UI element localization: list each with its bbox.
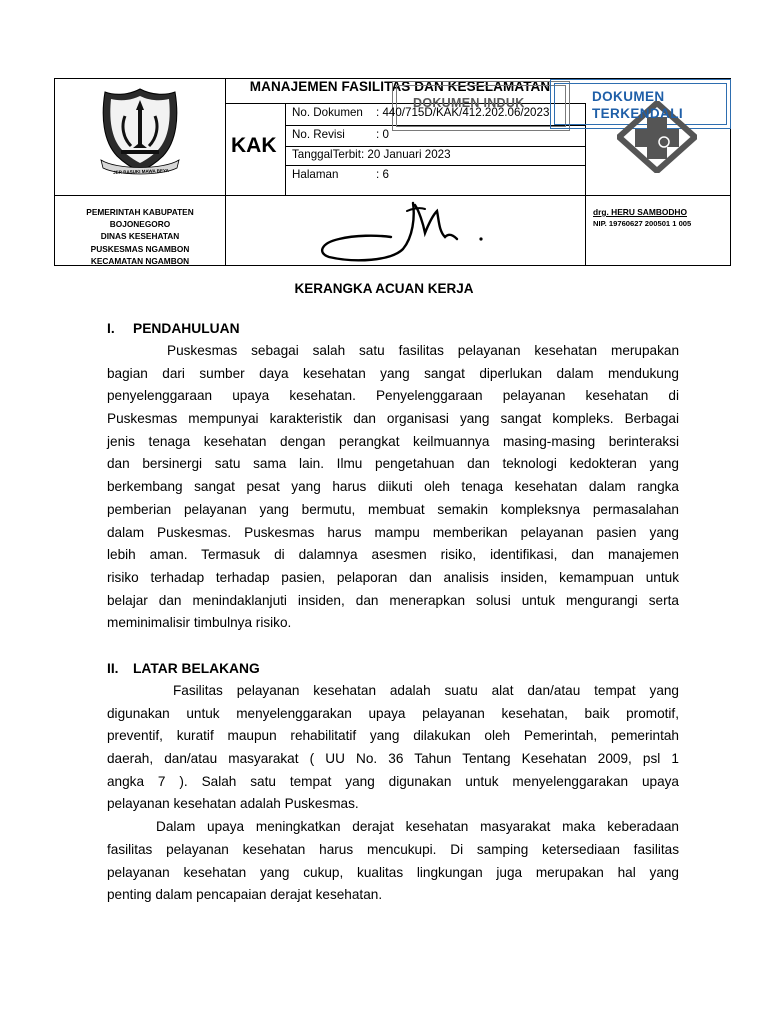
meta-value: : 0 <box>376 128 389 141</box>
org-line: KECAMATAN NGAMBON <box>90 255 190 266</box>
org-line: BOJONEGORO <box>109 219 171 230</box>
paragraph-line: Fasilitas pelayanan kesehatan adalah suatu alat dan/atau tempat yang <box>173 683 679 698</box>
signatory-nip: NIP. 19760627 200501 1 005 <box>593 219 692 228</box>
bojonegoro-logo-icon <box>97 86 183 178</box>
paragraph-line: penting dalam pencapaian derajat kesehatan. <box>107 887 383 903</box>
paragraph-line: preventif, kuratif maupun rehabilitatif yang dilakukan oleh Pemerintah, pemerintah <box>107 728 679 744</box>
paragraph-line: daerah, dan/atau masyarakat ( UU No. 36 Tahun Tentang Kesehatan 2009, psl 1 <box>107 751 679 767</box>
dokumen-terkendali-line1: DOKUMEN <box>592 89 665 104</box>
paragraph-line: berkembang sangat pesat yang harus diikuti oleh tenaga kesehatan dalam rangka <box>107 479 679 495</box>
section-number: I. <box>107 321 115 336</box>
dokumen-induk-text: DOKUMEN INDUK <box>413 96 525 110</box>
paragraph-line: Puskesmas sebagai salah satu fasilitas pelayanan kesehatan merupakan <box>167 343 679 358</box>
meta-row-tanggal-terbit <box>292 148 451 162</box>
paragraph-line: Dalam upaya meningkatkan derajat kesehatan masyarakat maka keberadaan <box>156 819 679 835</box>
paragraph-line: fasilitas pelayanan kesehatan harus mencukupi. Di samping ketersediaan fasilitas <box>107 841 679 857</box>
section-title: LATAR BELAKANG <box>133 661 260 676</box>
meta-label: Halaman <box>292 168 339 181</box>
paragraph-line: belajar dan menindaklanjuti insiden, dan menerapkan solusi untuk mengurangi serta <box>107 592 679 608</box>
meta-row-no-revisi <box>292 128 389 142</box>
meta-value: : 6 <box>376 168 389 181</box>
paragraph-line: dan bersinergi satu sama lain. Ilmu pengetahuan dan teknologi kedokteran yang <box>107 456 679 472</box>
dokumen-terkendali-line2: TERKENDALI <box>592 106 683 121</box>
meta-label: No. Dokumen <box>292 106 363 119</box>
document-title: KERANGKA ACUAN KERJA <box>294 281 474 296</box>
paragraph-line: digunakan untuk menyelenggarakan upaya pelayanan kesehatan, baik promotif, <box>107 705 679 721</box>
document-header-table <box>54 78 731 266</box>
logo-motto: JER BASUKI MAWA BEYA <box>113 168 169 175</box>
paragraph-line: jenis tenaga kesehatan dengan perangkat keilmuannya masing-masing berinteraksi <box>107 433 679 449</box>
signature-icon <box>315 197 495 265</box>
org-line: PEMERINTAH KABUPATEN <box>86 207 194 217</box>
paragraph-line: pelayanan kesehatan adalah Puskesmas. <box>107 796 359 812</box>
org-line: PUSKESMAS NGAMBON <box>90 243 190 254</box>
document-type-code: KAK <box>231 134 277 157</box>
section-paragraph-pendahuluan <box>107 340 679 635</box>
paragraph-line: meminimalisir timbulnya risiko. <box>107 615 292 631</box>
paragraph-line: bagian dari sumber daya kesehatan yang sangat diperlukan dalam mendukung <box>107 365 679 381</box>
paragraph-line: lebih aman. Termasuk di dalamnya asesmen risiko, identifikasi, dan manajemen <box>107 547 679 563</box>
document-category-title: MANAJEMEN FASILITAS DAN KESELAMATAN <box>249 79 551 94</box>
dokumen-terkendali-text-2 <box>592 105 683 122</box>
paragraph-line: dalam Puskesmas. Puskesmas harus mampu memberikan pelayanan pasien yang <box>107 524 679 540</box>
meta-label: TanggalTerbit <box>292 148 361 161</box>
meta-value: : 440/715D/KAK/412.202.06/2023 <box>376 106 550 119</box>
section-heading-pendahuluan <box>107 321 240 336</box>
paragraph-line: pelayanan kesehatan yang cukup, kualitas lingkungan juga merupakan hal yang <box>107 864 679 880</box>
signatory-block <box>593 206 691 230</box>
paragraph-line: risiko terhadap terhadap pasien, pelaporan dan analisis insiden, kemampuan untuk <box>107 569 679 585</box>
dokumen-terkendali-text <box>592 88 665 105</box>
meta-value: : 20 Januari 2023 <box>360 148 451 161</box>
meta-label: No. Revisi <box>292 128 345 141</box>
organization-block <box>55 206 225 267</box>
paragraph-line: penyelenggaraan upaya kesehatan. Penyelenggaraan pelayanan kesehatan di <box>107 388 679 404</box>
section-title: PENDAHULUAN <box>133 321 240 336</box>
paragraph-line: Puskesmas mempunyai karakteristik dan organisasi yang sangat kompleks. Berbagai <box>107 411 679 427</box>
paragraph-line: angka 7 ). Salah satu tempat yang digunakan untuk menyelenggarakan upaya <box>107 773 679 789</box>
section-heading-latar-belakang <box>107 661 260 676</box>
paragraph-line: pemberian pelayanan yang bermutu, membuat semakin kompleksnya permasalahan <box>107 501 679 517</box>
section-number: II. <box>107 661 119 676</box>
org-line: DINAS KESEHATAN <box>100 231 180 242</box>
meta-row-halaman <box>292 168 389 182</box>
signatory-name: drg. HERU SAMBODHO <box>593 207 687 217</box>
section-paragraph-latar-belakang <box>107 680 679 907</box>
meta-row-no-dokumen <box>292 106 549 120</box>
